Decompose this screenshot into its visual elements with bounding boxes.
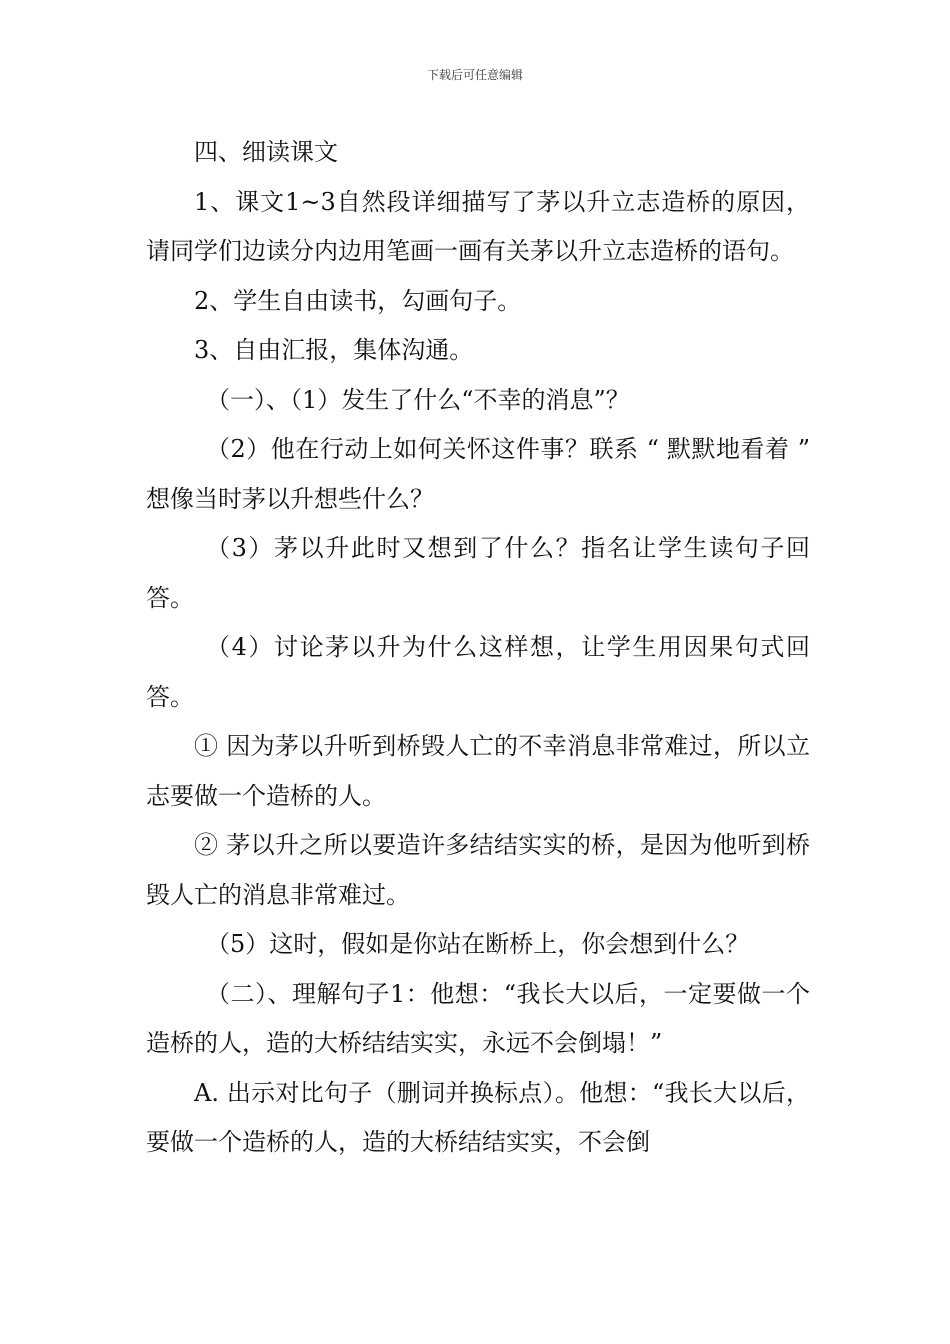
- document-body: [146, 128, 810, 1168]
- paragraph: （2）他在行动上如何关怀这件事？联系 “ 默默地看着 ” 想像当时茅以升想些什么？: [146, 435, 810, 513]
- paragraph: 1、课文1~3自然段详细描写了茅以升立志造桥的原因，请同学们边读分内边用笔画一画有关茅以升立志造桥的语句。: [146, 187, 810, 265]
- paragraph: （一）、（1）发生了什么“不幸的消息”？: [206, 385, 630, 414]
- paragraph: （3）茅以升此时又想到了什么？指名让学生读句子回答。: [146, 534, 810, 612]
- paragraph: A. 出示对比句子（删词并换标点）。他想：“我长大以后，要做一个造桥的人，造的大桥结结实实，不会倒: [146, 1078, 810, 1156]
- paragraph: 3、自由汇报，集体沟通。: [194, 336, 474, 364]
- paragraph: ① 因为茅以升听到桥毁人亡的不幸消息非常难过，所以立志要做一个造桥的人。: [146, 732, 810, 810]
- paragraph: 2、学生自由读书，勾画句子。: [194, 286, 522, 315]
- section-heading: 四、细读课文: [194, 138, 338, 166]
- paragraph: （4）讨论茅以升为什么这样想，让学生用因果句式回答。: [146, 633, 810, 711]
- paragraph: （二）、理解句子1：他想：“我长大以后，一定要做一个造桥的人，造的大桥结结实实，永远不会倒塌！”: [146, 979, 810, 1057]
- paragraph: ② 茅以升之所以要造许多结结实实的桥，是因为他听到桥毁人亡的消息非常难过。: [146, 831, 810, 909]
- page-header: 下载后可任意编辑: [426, 68, 523, 82]
- paragraph: （5）这时，假如是你站在断桥上，你会想到什么？: [206, 930, 750, 958]
